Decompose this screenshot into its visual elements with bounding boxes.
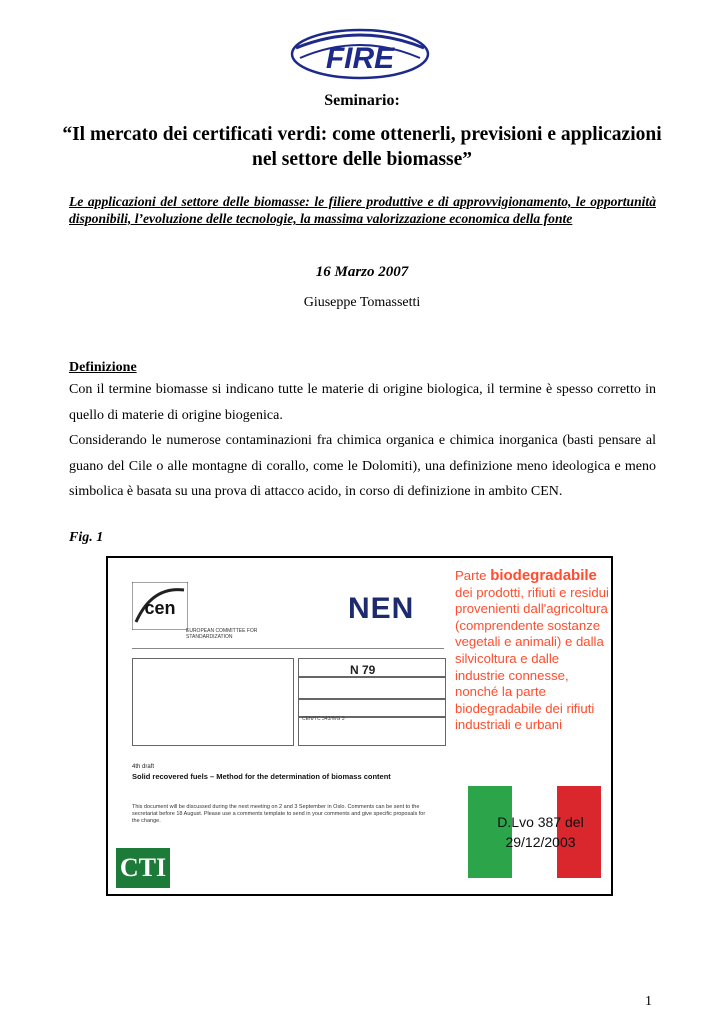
cen-document-scan <box>118 568 438 893</box>
document-subtitle: Le applicazioni del settore delle biomasse: le filiere produttive e di approvvigionamento, le opportunità disponibili, l’evoluzione delle tecnologie, la massima valorizzazione economica della fonte <box>69 194 656 226</box>
svg-text:cen: cen <box>144 598 176 618</box>
document-title: “Il mercato dei certificati verdi: come ottenerli, previsioni e applicazioni nel settore delle biomasse” <box>62 124 662 170</box>
figure-label: Fig. 1 <box>69 530 104 545</box>
discussion-note: This document will be discussed during the next meeting on 2 and 3 September in Oslo. Comments can be sent to the secretariat before 18 August. Please use a comments template to send in your comments and give specific proposals for the change. <box>132 804 426 824</box>
paragraph-1: Con il termine biomasse si indicano tutte le materie di origine biologica, il termine è spesso corretto in quello di materie di origine biogenica. <box>69 382 656 423</box>
nen-logo: NEN <box>348 592 415 625</box>
paragraph-2: Considerando le numerose contaminazioni fra chimica organica e chimica inorganica (basti pensare al guano del Cile o alle montagne di corallo, come le Dolomiti), una definizione meno ideologica e meno simbolica è basata su una prova di attacco acido, in corso di definizione in ambito CEN. <box>69 433 656 499</box>
cti-logo: CTI <box>116 848 170 888</box>
decree-line-2: 29/12/2003 <box>505 834 576 850</box>
decree-reference <box>478 812 603 852</box>
document-scan-title: Solid recovered fuels – Method for the determination of biomass content <box>132 772 391 781</box>
figure-1-image <box>106 556 613 896</box>
seminar-date: 16 Marzo 2007 <box>315 264 409 280</box>
cen-org-text: EUROPEAN COMMITTEE FOR STANDARDIZATION <box>186 628 258 640</box>
author-name: Giuseppe Tomassetti <box>303 295 421 310</box>
cen-logo <box>132 582 188 630</box>
divider <box>132 648 444 649</box>
page-number: 1 <box>645 994 652 1009</box>
highlight-line-1: biodegradabile <box>490 567 597 584</box>
seminar-label: Seminario: <box>324 92 400 109</box>
draft-label: 4th draft <box>132 764 155 770</box>
highlight-line-2: dei prodotti, rifiuti e residui provenienti dall'agricoltura (comprendente sostanze vegetali e animali) e dalla silvicoltura e dalle industrie connesse, nonché la parte biodegradabile dei rifiuti industriali e urbani <box>455 584 609 733</box>
fire-logo <box>290 24 430 82</box>
section-heading: Definizione <box>69 360 137 375</box>
document-info-table: CEN/TC 343/WG 3 <box>132 658 444 754</box>
svg-text:FIRE: FIRE <box>325 42 395 75</box>
highlight-line-0: Parte <box>455 568 491 583</box>
biomass-definition-text <box>455 568 610 734</box>
document-number: N 79 <box>350 663 376 677</box>
decree-line-1: D.Lvo 387 del <box>497 814 584 830</box>
